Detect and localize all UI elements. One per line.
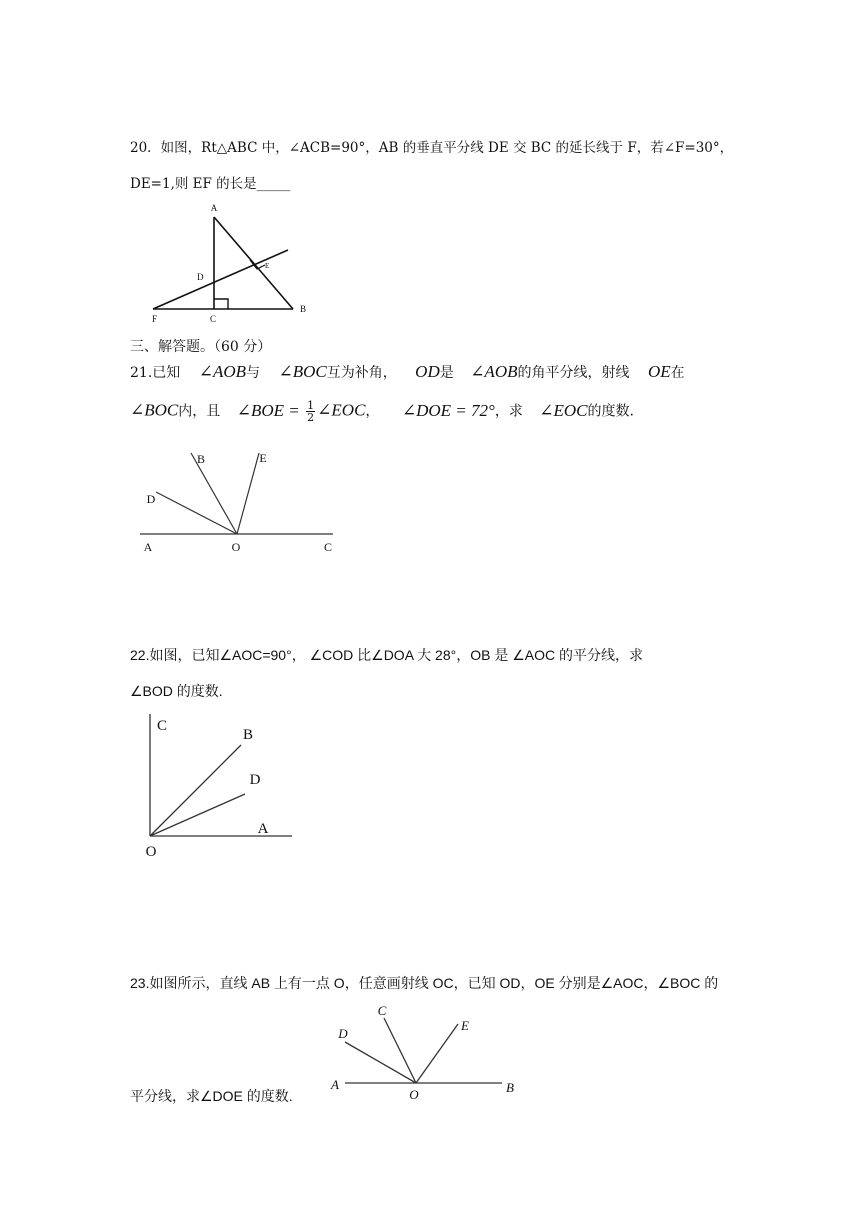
q23-text-line1: 23.如图所示，直线 AB 上有一点 O，任意画射线 OC，已知 OD，OE 分别是∠AOC，∠BOC 的 xyxy=(130,975,719,991)
q21-part: ，求 xyxy=(494,403,523,420)
q21-angle-aob: ∠AOB xyxy=(198,362,247,381)
q21-label-d: D xyxy=(146,492,156,506)
q20-label-b: B xyxy=(300,304,307,314)
q20-label-e: E xyxy=(265,262,270,270)
q21-fraction-half: $\frac{1}{2}$ xyxy=(307,399,315,424)
q21-angle-eoc: ∠EOC xyxy=(317,400,366,420)
q21-part: 在 xyxy=(670,365,685,381)
q21-label-o: O xyxy=(231,540,241,554)
section-heading: 三、解答题。（60 分） xyxy=(130,339,272,355)
q21-angle-boc: ∠BOC xyxy=(278,362,327,381)
q21-part: 是 xyxy=(439,365,454,381)
q21-part: 的度数. xyxy=(587,403,634,420)
q22-label-c: C xyxy=(156,718,168,734)
q21-part: 内，且 xyxy=(178,403,221,420)
q23-label-a: A xyxy=(331,1077,339,1092)
q20-label-f: F xyxy=(152,314,158,324)
q22-label-a: A xyxy=(257,821,269,837)
q22-text-line1: 22.如图，已知∠AOC=90°， ∠COD 比∠DOA 大 28°，OB 是 ∠AOC 的平分线，求 xyxy=(130,647,643,663)
q20-triangle-figure xyxy=(140,196,320,326)
q22-angle-figure xyxy=(140,710,310,860)
q21-text-line1 xyxy=(130,362,685,382)
q21-label-c: C xyxy=(323,540,333,554)
q21-part: 与 xyxy=(246,365,261,381)
q21-label-e: E xyxy=(259,451,267,465)
q23-label-d: D xyxy=(338,1026,348,1041)
q20-label-c: C xyxy=(209,314,217,324)
q21-angle-eoc-2: ∠EOC xyxy=(539,400,588,420)
q20-text-line1: 20．如图，Rt△ABC 中，∠ACB=90°，AB 的垂直平分线 DE 交 BC 的延长线于 F，若∠F=30°， xyxy=(130,140,734,156)
q21-part: 的角平分线，射线 xyxy=(517,365,630,381)
q22-text-line2: ∠BOD 的度数. xyxy=(130,683,223,699)
q21-part: 21.已知 xyxy=(130,365,181,381)
q20-label-a: A xyxy=(210,203,218,213)
q23-label-e: E xyxy=(461,1018,469,1033)
q21-label-b: B xyxy=(196,452,206,466)
q21-angle-boe: ∠BOE = xyxy=(236,400,300,420)
q21-text-line2 xyxy=(130,400,634,423)
q23-angle-figure xyxy=(325,1000,525,1102)
q21-angle-boc-2: ∠BOC xyxy=(130,400,179,420)
q21-angle-figure xyxy=(140,446,350,561)
q21-angle-doe: ∠DOE = 72° xyxy=(401,400,495,420)
q21-label-a: A xyxy=(143,540,153,554)
q20-text-line2: DE=1,则 EF 的长是_____ xyxy=(130,176,291,192)
q21-part: 互为补角， xyxy=(326,365,397,381)
q21-part: ， xyxy=(365,403,380,420)
q23-text-line2: 平分线，求∠DOE 的度数. xyxy=(130,1088,293,1104)
q23-label-c: C xyxy=(377,1003,387,1018)
q21-angle-aob-2: ∠AOB xyxy=(470,362,518,381)
q22-label-b: B xyxy=(242,727,254,743)
q23-label-b: B xyxy=(506,1080,514,1095)
q23-label-o: O xyxy=(409,1087,419,1102)
q22-label-d: D xyxy=(249,772,261,788)
q21-ray-oe: OE xyxy=(647,362,671,381)
q22-label-o: O xyxy=(145,844,157,860)
q20-label-d: D xyxy=(197,272,204,282)
q21-ray-od: OD xyxy=(415,362,440,381)
